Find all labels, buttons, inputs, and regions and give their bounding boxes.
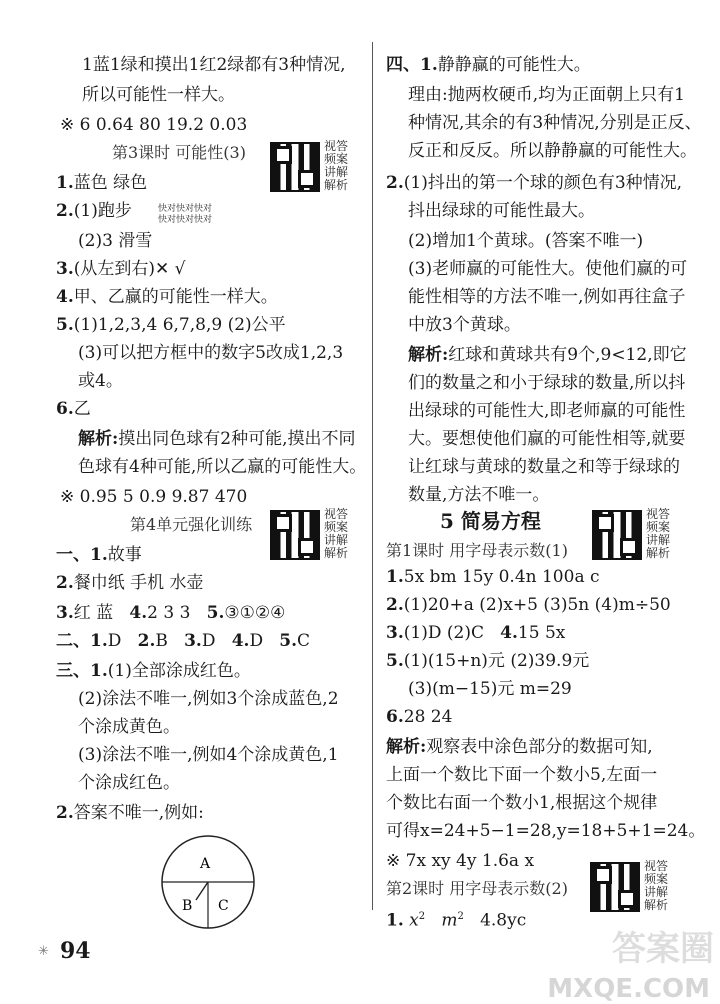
analysis-line: 个数比右面一个数小1,根据这个规律 xyxy=(386,793,658,813)
answer-a3 xyxy=(386,622,565,644)
page-star-icon: ✳ xyxy=(38,944,49,959)
qr-caption: 视答 频案 讲解 解析 xyxy=(644,859,669,912)
answer-text: D xyxy=(249,631,264,651)
column-divider xyxy=(372,42,373,910)
answer-number: 3. xyxy=(386,623,404,643)
answer-text: (1)抖出的第一个球的颜色有3种情况, xyxy=(403,173,683,193)
answer-a1 xyxy=(386,566,600,588)
answer-number: 5. xyxy=(386,651,404,671)
answer-a4 xyxy=(386,650,589,672)
analysis-label: 解析: xyxy=(386,737,427,757)
exponent: 2 xyxy=(418,911,426,922)
answer-text: (1)1,2,3,4 6,7,8,9 (2)公平 xyxy=(73,315,286,335)
answer-5 xyxy=(56,314,286,336)
section-title: 第1课时 用字母表示数(1) xyxy=(386,541,568,560)
region-b-label: B xyxy=(182,898,193,914)
answer-text: 甲、乙赢的可能性一样大。 xyxy=(73,287,278,307)
answer-text: (从左到右)✕ √ xyxy=(73,259,186,279)
answer-1 xyxy=(56,172,147,194)
answer-number: 2. xyxy=(137,631,156,651)
answer-number: 2. xyxy=(56,201,74,221)
analysis-line xyxy=(408,344,687,366)
answer-number: 2. xyxy=(386,595,404,615)
answer-text: B xyxy=(155,631,168,651)
answer-5c: 或4。 xyxy=(78,371,123,391)
star-line: ※ 6 0.64 80 19.2 0.03 xyxy=(60,115,248,135)
qr-caption: 视答 频案 讲解 解析 xyxy=(646,507,671,560)
circle-pointer xyxy=(196,882,208,900)
analysis-line: 们的数量之和小于绿球的数量,所以抖 xyxy=(408,373,686,393)
answer-text: (1)全部涂成红色。 xyxy=(107,661,251,681)
answer-e xyxy=(56,630,310,652)
page-number: 94 xyxy=(60,938,91,964)
region-a-label: A xyxy=(200,856,211,872)
star-line: ※ 7x xy 4y 1.6a x xyxy=(386,851,535,871)
answer-text: 餐巾纸 手机 水壶 xyxy=(73,573,204,593)
answer-r1 xyxy=(386,54,591,76)
answer-number: 4. xyxy=(56,287,74,307)
text-line: 所以可能性一样大。 xyxy=(82,85,235,105)
answer-number: 4. xyxy=(231,631,250,651)
answer-text: ③①②④ xyxy=(224,603,286,623)
answer-text: 2 3 3 xyxy=(147,603,191,623)
star-line: ※ 0.95 5 0.9 9.87 470 xyxy=(60,487,248,507)
answer-text: 答案不唯一,例如: xyxy=(73,803,204,823)
answer-text: m xyxy=(441,910,458,931)
qr-code[interactable] xyxy=(270,510,320,560)
answer-number: 5. xyxy=(279,631,298,651)
analysis-line: 数量,方法不唯一。 xyxy=(408,485,550,505)
answer-number: 4. xyxy=(129,603,148,623)
answer-number: 1. xyxy=(386,910,404,931)
answer-t5: 个涂成红色。 xyxy=(78,773,180,793)
text-line: 能性相等的方法不唯一,例如再往盒子 xyxy=(408,287,686,307)
answer-2 xyxy=(56,200,132,222)
unit-title: 5 简易方程 xyxy=(440,509,541,533)
answer-number: 5. xyxy=(206,603,225,623)
answer-number: 2. xyxy=(56,803,74,823)
qr-code[interactable] xyxy=(590,862,640,912)
answer-t4: (3)涂法不唯一,例如4个涂成黄色,1 xyxy=(78,745,339,765)
analysis-line: 可得x=24+5−1=28,y=18+5+1=24。 xyxy=(386,821,706,841)
analysis-label: 解析: xyxy=(78,429,119,449)
answer-number: 三、1. xyxy=(56,661,108,681)
answer-text: D xyxy=(107,631,122,651)
qr-caption: 视答 频案 讲解 解析 xyxy=(324,139,349,192)
answer-number: 3. xyxy=(56,603,74,623)
answer-number: 4. xyxy=(500,623,518,643)
answer-s3 xyxy=(56,602,285,624)
analysis-label: 解析: xyxy=(408,345,449,365)
answer-text: (1)(15+n)元 (2)39.9元 xyxy=(403,651,590,671)
answer-number: 3. xyxy=(184,631,202,651)
answer-t6 xyxy=(56,802,204,824)
answer-number: 2. xyxy=(386,173,404,193)
answer-text: (1)20+a (2)x+5 (3)5n (4)m÷50 xyxy=(403,595,671,615)
answer-t1 xyxy=(56,660,251,682)
answer-5b: (3)可以把方框中的数字5改成1,2,3 xyxy=(78,343,344,363)
answer-4 xyxy=(56,286,278,308)
answer-text: 静静赢的可能性大。 xyxy=(437,55,591,75)
answer-number: 3. xyxy=(56,259,74,279)
answer-number: 四、1. xyxy=(386,55,438,75)
answer-6 xyxy=(56,398,91,420)
answer-text: 故事 xyxy=(107,545,142,565)
answer-2b: (2)3 滑雪 xyxy=(78,231,153,251)
answer-number: 一、1. xyxy=(56,545,108,565)
answer-number: 1. xyxy=(386,567,404,587)
analysis-line xyxy=(78,428,356,450)
text-line: 中放3个黄球。 xyxy=(408,315,521,335)
answer-number: 6. xyxy=(386,707,404,727)
answer-t3: 个涂成黄色。 xyxy=(78,717,180,737)
exponent: 2 xyxy=(457,911,464,922)
answer-number: 2. xyxy=(56,573,74,593)
answer-text: (1)跑步 xyxy=(73,201,132,221)
answer-text: 红 蓝 xyxy=(73,603,114,623)
answer-text: 28 24 xyxy=(403,707,453,727)
analysis-text: 摸出同色球有2种可能,摸出不同 xyxy=(118,429,356,449)
answer-text: (1)D (2)C xyxy=(403,623,484,643)
tiny-note: 快对快对快对 快对快对快对 xyxy=(158,204,213,225)
analysis-text: 红球和黄球共有9个,9<12,即它 xyxy=(448,345,687,365)
watermark-url: MXQE.COM xyxy=(547,974,710,1004)
answer-number: 二、1. xyxy=(56,631,108,651)
analysis-line: 上面一个数比下面一个数小5,左面一 xyxy=(386,765,658,785)
section-title: 第2课时 用字母表示数(2) xyxy=(386,879,568,898)
answer-text: 蓝色 绿色 xyxy=(73,173,148,193)
analysis-line: 色球有4种可能,所以乙赢的可能性大。 xyxy=(78,457,367,477)
answer-a2 xyxy=(386,594,671,616)
answer-number: 6. xyxy=(56,399,74,419)
answer-t2: (2)涂法不唯一,例如3个涂成蓝色,2 xyxy=(78,689,339,709)
text-line: 反正和反反。所以静静赢的可能性大。 xyxy=(408,141,697,161)
text-line: (2)增加1个黄球。(答案不唯一) xyxy=(408,231,644,251)
answer-text: x xyxy=(409,910,419,931)
answer-r5 xyxy=(386,172,682,194)
analysis-line: 大。要想使他们赢的可能性相等,就要 xyxy=(408,429,686,449)
answer-text: 15 5x xyxy=(517,623,566,643)
qr-code[interactable] xyxy=(270,142,320,192)
qr-caption: 视答 频案 讲解 解析 xyxy=(324,507,349,560)
answer-a6 xyxy=(386,706,452,728)
analysis-text: 观察表中涂色部分的数据可知, xyxy=(426,737,653,757)
analysis-line xyxy=(386,736,653,758)
answer-3 xyxy=(56,258,186,280)
answer-number: 1. xyxy=(56,173,74,193)
text-line: 抖出绿球的可能性最大。 xyxy=(408,201,595,221)
answer-text: 乙 xyxy=(73,399,91,419)
text-line: (3)老师赢的可能性大。使他们赢的可 xyxy=(408,259,688,279)
answer-text: 5x bm 15y 0.4n 100a c xyxy=(403,567,600,587)
region-c-label: C xyxy=(218,898,229,914)
analysis-line: 出绿球的可能性大,即老师赢的可能性 xyxy=(408,401,686,421)
answer-b1 xyxy=(386,906,526,932)
circle-diagram xyxy=(156,832,266,932)
section-title: 第4单元强化训练 xyxy=(130,515,253,534)
analysis-line: 让红球与黄球的数量之和等于绿球的 xyxy=(408,457,680,477)
answer-text: C xyxy=(297,631,311,651)
answer-s2 xyxy=(56,572,204,594)
qr-code[interactable] xyxy=(592,510,642,560)
answer-text: D xyxy=(201,631,216,651)
section-title: 第3课时 可能性(3) xyxy=(112,143,246,162)
answer-s1 xyxy=(56,544,142,566)
text-line: 种情况,其余的有3种情况,分别是正反、 xyxy=(408,113,702,133)
watermark: 答案圈 xyxy=(612,929,714,969)
answer-text: 4.8yc xyxy=(480,910,527,931)
text-line: 1蓝1绿和摸出1红2绿都有3种情况, xyxy=(82,55,346,75)
text-line: 理由:抛两枚硬币,均为正面朝上只有1 xyxy=(408,85,685,105)
answer-number: 5. xyxy=(56,315,74,335)
answer-a5: (3)(m−15)元 m=29 xyxy=(408,679,572,699)
